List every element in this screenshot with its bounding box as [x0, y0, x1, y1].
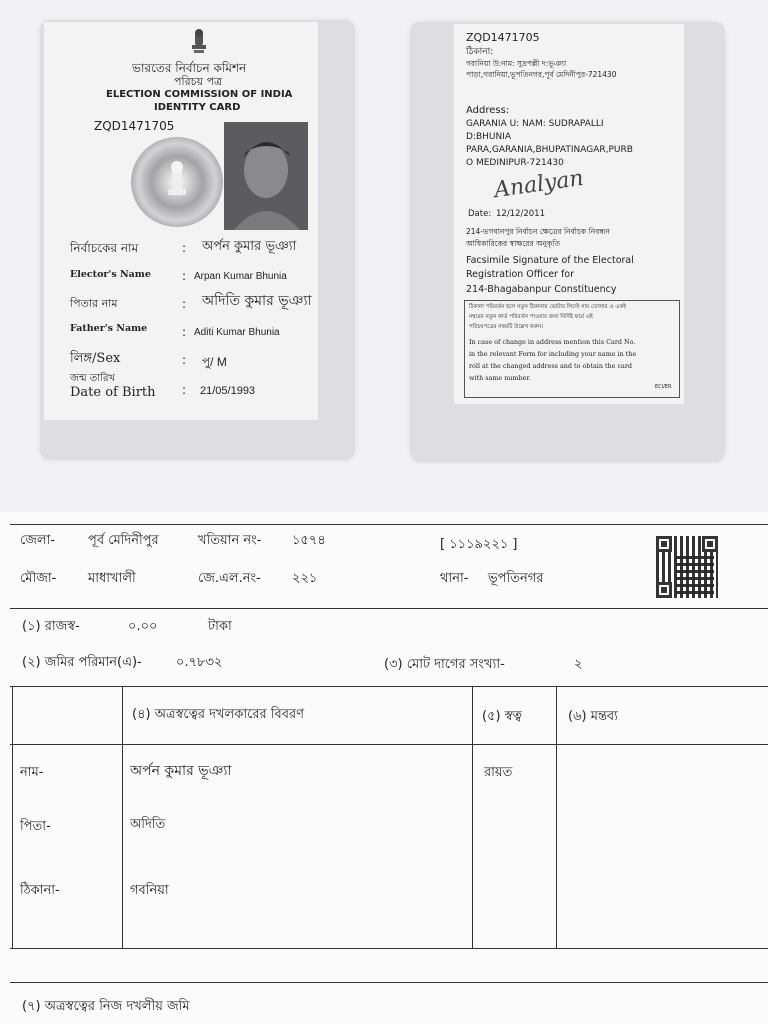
table-col-line-1 — [12, 686, 13, 948]
revenue-unit: টাকা — [208, 619, 232, 634]
card-title-en-2: IDENTITY CARD — [154, 102, 241, 113]
mouza-label: মৌজা- — [20, 571, 57, 586]
area-value: ০.৭৮৩২ — [176, 655, 223, 670]
rule-2 — [10, 608, 768, 609]
voter-id-back — [410, 22, 725, 462]
thana-value: ভূপতিনগর — [488, 571, 544, 586]
qr-finder-tl — [656, 536, 672, 552]
col6-header: (৬) মন্তব্য — [568, 709, 618, 724]
card-title-bn-1: ভারতের নির্বাচন কমিশন — [132, 61, 247, 75]
owner-address-label: ঠিকানা- — [20, 883, 60, 898]
revenue-label: (১) রাজস্ব- — [22, 619, 80, 634]
table-header-rule — [10, 744, 768, 745]
qr-finder-bl — [656, 582, 672, 598]
dob-value: 21/05/1993 — [200, 385, 256, 397]
father-name-bn-label: পিতার নাম — [70, 297, 118, 310]
colon: : — [182, 297, 187, 311]
notice-en-line-1: In case of change in address mention this Card No. — [469, 338, 636, 346]
address-change-notice-box — [464, 300, 680, 398]
address-line-1: GARANIA U: NAM: SUDRAPALLI — [466, 119, 604, 129]
thana-label: থানা- — [440, 571, 469, 586]
table-col-line-2 — [122, 686, 123, 948]
khatian-label: খতিয়ান নং- — [198, 533, 262, 548]
owner-name-label: নাম- — [20, 765, 44, 780]
back-card-face — [454, 24, 684, 404]
table-bottom-rule — [10, 948, 768, 949]
owner-father-value: অদিতি — [130, 817, 166, 832]
land-record-document — [0, 512, 768, 1024]
father-name-en-label: Father's Name — [70, 323, 148, 334]
jl-value: ২২১ — [292, 571, 318, 586]
back-card-number: ZQD1471705 — [466, 31, 540, 44]
notice-bn-line-1: ঠিকানা পরিবর্তন হলে নতুন ঠিকানায় ভোটার লিস্টে নাম তোলার ও একই — [469, 304, 627, 310]
bracket-number: [ ১১১৯২২১ ] — [440, 537, 518, 552]
notice-bn-line-2: নম্বরের নতুন কার্ড পরিবর্তন পাওয়ার জন্য নির্দিষ্ট ফর্মে এই — [469, 314, 593, 320]
elector-name-bn-value: অর্পন কুমার ভূঞ্যা — [202, 239, 297, 254]
col5-header: (৫) স্বত্ব — [482, 709, 522, 724]
sex-value: পু/ M — [202, 355, 227, 369]
right-value: রায়ত — [484, 765, 513, 780]
area-label: (২) জমির পরিমান(এ)- — [22, 655, 142, 670]
notice-code: ECI/ER — [655, 384, 672, 390]
ero-bn-line-1: 214-ভগবানপুর নির্বাচন ক্ষেত্রের নির্বাচক নিবন্ধন — [466, 227, 610, 236]
colon: : — [182, 241, 187, 255]
father-name-bn-value: অদিতি কুমার ভূঞ্যা — [202, 293, 312, 309]
person-photo-icon — [224, 122, 308, 230]
colon: : — [182, 353, 187, 367]
table-col-line-3 — [472, 686, 473, 948]
ero-en-line-2: Registration Officer for — [466, 269, 575, 280]
issue-date-label: Date: — [468, 209, 492, 219]
father-name-en-value: Aditi Kumar Bhunia — [194, 327, 280, 338]
section7-label: (৭) অত্রস্বত্বের নিজ দখলীয় জমি — [22, 999, 190, 1014]
plots-value: ২ — [574, 657, 583, 672]
hologram-seal — [131, 137, 223, 227]
address-label: Address: — [466, 105, 510, 116]
colon: : — [182, 383, 187, 397]
owner-name-value: অর্পন কুমার ভূঞ্যা — [130, 763, 232, 779]
colon: : — [182, 269, 187, 283]
table-col-line-4 — [556, 686, 557, 948]
colon: : — [182, 325, 187, 339]
ero-bn-line-2: আধিকারিকের স্বাক্ষরের অনুকৃতি — [466, 239, 561, 248]
dob-en-label: Date of Birth — [70, 385, 156, 400]
mouza-value: মাধাখালী — [88, 571, 136, 586]
qr-pattern — [676, 556, 714, 594]
top-rule — [10, 524, 768, 525]
address-line-3: PARA,GARANIA,BHUPATINAGAR,PURB — [466, 145, 633, 155]
card-title-bn-2: পরিচয় পত্র — [174, 75, 223, 88]
elector-name-en-value: Arpan Kumar Bhunia — [194, 271, 287, 282]
elector-name-en-label: Elector's Name — [70, 269, 151, 280]
elector-photo — [224, 122, 308, 230]
address-bn-label: ঠিকানা: — [466, 47, 494, 57]
district-label: জেলা- — [20, 533, 56, 548]
qr-code — [656, 536, 718, 598]
address-line-4: O MEDINIPUR-721430 — [466, 158, 564, 168]
issue-date-value: 12/12/2011 — [496, 209, 545, 219]
card-number: ZQD1471705 — [94, 119, 175, 133]
col4-header: (৪) অত্রস্বত্বের দখলকারের বিবরণ — [132, 707, 304, 722]
notice-en-line-4: with same number. — [469, 374, 531, 382]
section7-rule — [10, 982, 768, 983]
khatian-value: ১৫৭৪ — [292, 533, 326, 548]
emblem-hologram-icon — [164, 159, 190, 203]
card-title-en-1: ELECTION COMMISSION OF INDIA — [106, 89, 293, 100]
plots-label: (৩) মোট দাগের সংখ্যা- — [384, 657, 505, 672]
owner-address-value: গবনিয়া — [130, 883, 169, 898]
address-bn-line-2: পাড়া,গরানিয়া,ভূপতিনগর,পূর্ব মেদিনীপুর-721430 — [466, 70, 617, 79]
notice-en-line-3: roll at the changed address and to obtain the card — [469, 362, 632, 370]
sex-label: লিঙ্গ/Sex — [70, 351, 121, 366]
revenue-value: ০.০০ — [128, 619, 158, 634]
front-card-face — [44, 22, 318, 420]
ero-en-line-1: Facsimile Signature of the Electoral — [466, 255, 634, 266]
dob-bn-label: জন্ম তারিখ — [70, 373, 116, 384]
jl-label: জে.এল.নং- — [198, 571, 261, 586]
notice-bn-line-3: পরিচয়পত্রের নম্বরটি উল্লেখ করুন। — [469, 324, 544, 330]
table-top-rule — [10, 686, 768, 687]
address-bn-line-1: গরানিয়া উ:নাম: সুদ্রপল্লী দ:ভূঞ্যা — [466, 59, 567, 68]
qr-finder-tr — [702, 536, 718, 552]
ero-en-line-3: 214-Bhagabanpur Constituency — [466, 284, 617, 295]
notice-en-line-2: in the relevant Form for including your name in the — [469, 350, 637, 358]
elector-name-bn-label: নির্বাচকের নাম — [70, 241, 139, 255]
national-emblem-icon — [187, 28, 211, 56]
district-value: পূর্ব মেদিনীপুর — [88, 533, 159, 548]
voter-id-front — [40, 20, 355, 460]
address-line-2: D:BHUNIA — [466, 132, 512, 142]
owner-father-label: পিতা- — [20, 819, 51, 834]
officer-signature: Analyan — [492, 165, 586, 204]
